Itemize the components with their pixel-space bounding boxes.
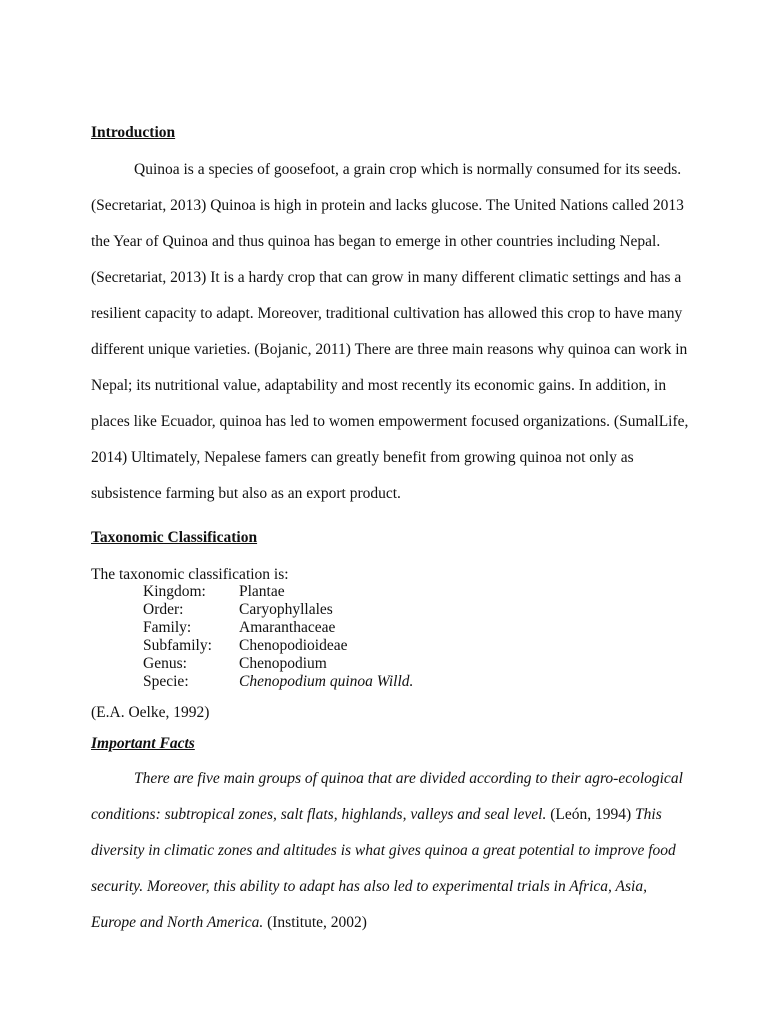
facts-italic-text: Europe and North America. bbox=[91, 914, 264, 931]
taxonomy-rank: Subfamily: bbox=[143, 637, 212, 654]
paragraph-line: Nepal; its nutritional value, adaptability and most recently its economic gains. In addition, in bbox=[91, 377, 667, 394]
introduction-paragraph bbox=[91, 159, 689, 519]
taxonomy-rank: Genus: bbox=[143, 655, 187, 672]
taxonomy-table bbox=[143, 583, 413, 691]
taxonomy-value: Chenopodium quinoa Willd. bbox=[239, 673, 414, 690]
paragraph-line: places like Ecuador, quinoa has led to women empowerment focused organizations. (SumalLife, bbox=[91, 413, 689, 430]
facts-italic-text: This bbox=[635, 806, 662, 823]
paragraph-line: subsistence farming but also as an export product. bbox=[91, 485, 401, 502]
introduction-heading: Introduction bbox=[91, 124, 176, 141]
taxonomy-row bbox=[143, 637, 413, 655]
paragraph-line: Quinoa is a species of goosefoot, a grain crop which is normally consumed for its seeds. bbox=[134, 161, 682, 178]
facts-italic-text: conditions: subtropical zones, salt flats, highlands, valleys and seal level. bbox=[91, 806, 547, 823]
taxonomy-value: Amaranthaceae bbox=[239, 619, 336, 636]
paragraph-line: diversity in climatic zones and altitudes is what gives quinoa a great potential to improve food bbox=[91, 842, 676, 859]
paragraph-line bbox=[91, 804, 681, 840]
paragraph-line: the Year of Quinoa and thus quinoa has began to emerge in other countries including Nepal. bbox=[91, 233, 661, 250]
facts-citation: (Institute, 2002) bbox=[263, 914, 367, 931]
taxonomy-rank: Order: bbox=[143, 601, 184, 618]
taxonomy-row bbox=[143, 619, 413, 637]
taxonomy-rank: Kingdom: bbox=[143, 583, 206, 600]
taxonomy-rank: Family: bbox=[143, 619, 192, 636]
paragraph-line: (Secretariat, 2013) Quinoa is high in protein and lacks glucose. The United Nations called 2013 bbox=[91, 197, 684, 214]
taxonomy-row bbox=[143, 673, 413, 691]
facts-heading: Important Facts bbox=[91, 735, 195, 752]
paragraph-line: 2014) Ultimately, Nepalese famers can greatly benefit from growing quinoa not only as bbox=[91, 449, 634, 466]
taxonomy-value: Caryophyllales bbox=[239, 601, 333, 618]
taxonomy-value: Chenopodium bbox=[239, 655, 327, 672]
taxonomy-intro: The taxonomic classification is: bbox=[91, 566, 289, 583]
taxonomy-citation: (E.A. Oelke, 1992) bbox=[91, 704, 210, 721]
taxonomy-heading: Taxonomic Classification bbox=[91, 529, 258, 546]
facts-citation: (León, 1994) bbox=[546, 806, 636, 823]
taxonomy-row bbox=[143, 601, 413, 619]
paragraph-line: different unique varieties. (Bojanic, 2011) There are three main reasons why quinoa can work in bbox=[91, 341, 688, 358]
paragraph-line bbox=[91, 912, 681, 948]
paragraph-line: (Secretariat, 2013) It is a hardy crop that can grow in many different climatic settings and has a bbox=[91, 269, 682, 286]
taxonomy-row bbox=[143, 583, 413, 601]
taxonomy-rank: Specie: bbox=[143, 673, 189, 690]
paragraph-line: There are five main groups of quinoa that are divided according to their agro-ecological bbox=[134, 770, 683, 787]
taxonomy-row bbox=[143, 655, 413, 673]
taxonomy-value: Chenopodioideae bbox=[239, 637, 348, 654]
taxonomy-value: Plantae bbox=[239, 583, 285, 600]
paragraph-line: resilient capacity to adapt. Moreover, traditional cultivation has allowed this crop to have many bbox=[91, 305, 683, 322]
facts-paragraph bbox=[91, 768, 681, 948]
paragraph-line: security. Moreover, this ability to adapt has also led to experimental trials in Africa, Asia, bbox=[91, 878, 647, 895]
